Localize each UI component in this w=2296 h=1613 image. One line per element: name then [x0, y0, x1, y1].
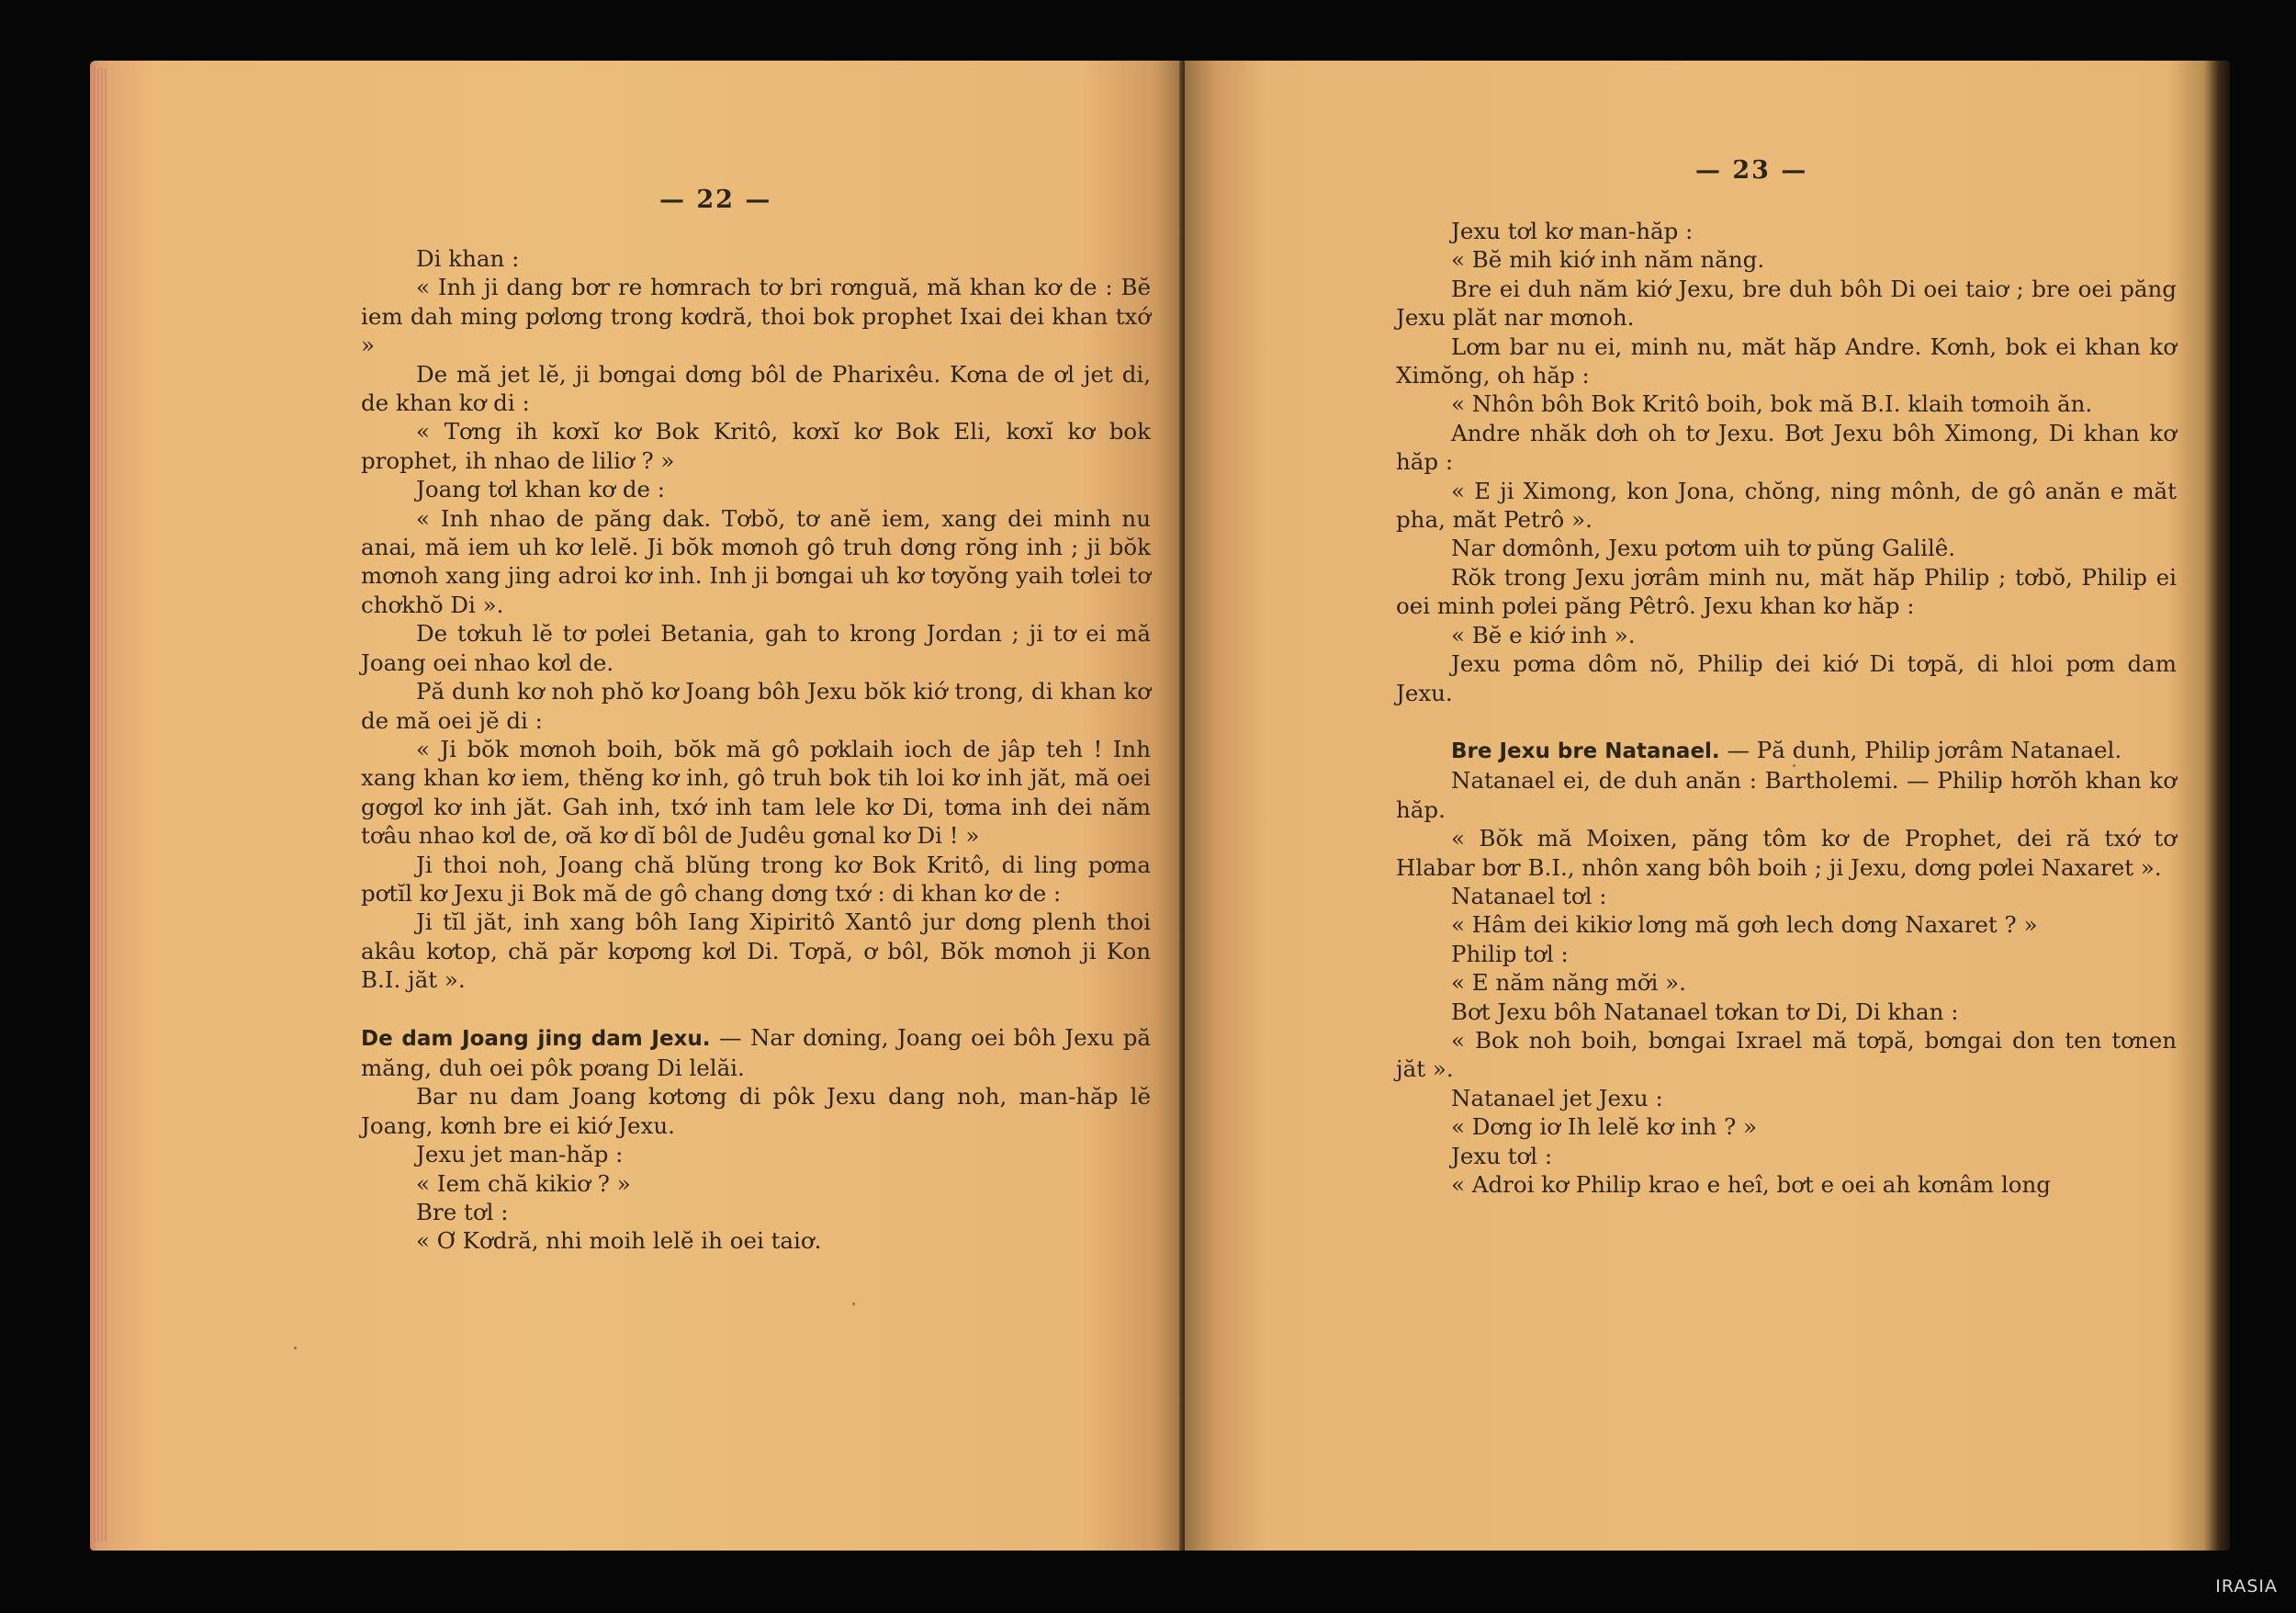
left-paragraph: « Iem chă kikiơ ? »: [416, 1169, 631, 1197]
right-paragraph: « Adroi kơ Philip krao e heî, bơt e oei ah kơnâm long: [1451, 1171, 2051, 1198]
right-paragraph: Natanael ei, de duh anăn : Bartholemi. — Philip hơrŏh khan kơ hăp.: [1396, 767, 2177, 823]
right-paragraph: « Hâm dei kikiơ lơng mă gơh lech dơng Naxaret ? »: [1451, 911, 2038, 939]
right-section-text: — Pă dunh, Philip jơrâm Natanael.: [1719, 736, 2122, 763]
left-paragraph: Joang tơl khan kơ de :: [416, 476, 666, 503]
left-paragraph: Bre tơl :: [416, 1199, 509, 1225]
watermark: IRASIA: [2215, 1576, 2278, 1596]
left-section: [361, 1023, 1151, 1083]
right-paragraph: Lơm bar nu ei, minh nu, măt hăp Andre. Kơnh, bok ei khan kơ Ximŏng, oh hăp :: [1396, 333, 2177, 389]
right-page-number: — 23 —: [1695, 156, 1808, 185]
right-paragraph: Philip tơl :: [1451, 940, 1569, 967]
left-paragraph: De mă jet lĕ, ji bơngai dơng bôl de Pharixêu. Kơna de ơl jet di, de khan kơ di :: [361, 360, 1151, 417]
right-paragraph: Natanael tơl :: [1451, 882, 1607, 909]
left-paragraph: Di khan :: [416, 245, 520, 272]
left-paragraph: De tơkuh lĕ tơ pơlei Betania, gah to krong Jordan ; ji tơ ei mă Joang oei nhao kơl de.: [361, 620, 1151, 676]
right-paragraph: « Bĕ e kiớ inh ».: [1451, 621, 1636, 649]
left-paragraph: Ji thoi noh, Joang chă blŭng trong kơ Bok Kritô, di ling pơma pơtĭl kơ Jexu ji Bok mă de gô chang dơng txớ : di khan kơ de :: [361, 851, 1151, 907]
right-paragraph: « Bŏk mă Moixen, păng tôm kơ de Prophet, dei ră txớ tơ Hlabar bơr B.I., nhôn xang bôh boih ; ji Jexu, dơng pơlei Naxaret ».: [1396, 825, 2177, 881]
right-paragraph: « E năm năng mơ̆i ».: [1451, 969, 1686, 997]
right-page: [1185, 61, 2230, 1551]
right-paragraph: Jexu tơl :: [1451, 1142, 1553, 1169]
left-section-heading: De dam Joang jing dam Jexu.: [361, 1026, 711, 1051]
left-paragraph: « Inh ji dang bơr re hơmrach tơ bri rơnguă, mă khan kơ de : Bĕ iem dah ming pơlơng trong kơdră, thoi bok prophet Ixai dei khan txớ »: [361, 274, 1151, 359]
right-paragraph: Bơt Jexu bôh Natanael tơkan tơ Di, Di khan :: [1451, 998, 1959, 1025]
right-section-heading: Bre Jexu bre Natanael.: [1451, 739, 1720, 763]
right-paragraph: « Dơng iơ Ih lelĕ kơ inh ? »: [1451, 1113, 1757, 1141]
left-page-number: — 22 —: [659, 186, 772, 214]
paper-speck: [1793, 764, 1795, 767]
right-paragraph: « Bok noh boih, bơngai Ixrael mă tơpă, bơngai don ten tơnen jăt ».: [1396, 1026, 2177, 1083]
right-paragraph: Natanael jet Jexu :: [1451, 1084, 1663, 1111]
right-paragraph: « Bĕ mih kiớ inh năm năng.: [1451, 246, 1765, 274]
right-section: [1396, 736, 2177, 766]
right-paragraph: Jexu pơma dôm nŏ, Philip dei kiớ Di tơpă, di hloi pơm dam Jexu.: [1396, 650, 2177, 706]
left-page-edges: [94, 68, 107, 1541]
right-paragraph: Bre ei duh năm kiớ Jexu, bre duh bôh Di oei taiơ ; bre oei păng Jexu plăt nar mơnoh.: [1396, 275, 2177, 332]
right-paragraph: Rŏk trong Jexu jơrâm minh nu, măt hăp Philip ; tơbŏ, Philip ei oei minh pơlei păng Pêtrô. Jexu khan kơ hăp :: [1396, 563, 2177, 620]
open-book: [90, 61, 2230, 1551]
left-section-text: — Nar dơning, Joang oei bôh Jexu pă măng, duh oei pôk pơang Di lelăi.: [361, 1023, 1151, 1081]
left-paragraph: « Ji bŏk mơnoh boih, bŏk mă gô pơklaih ioch de jâp teh ! Inh xang khan kơ iem, thĕng kơ inh, gô truh bok tih loi kơ inh jăt, mă oei gơgơl kơ inh jăt. Gah inh, txớ inh tam lele kơ Di, tơma inh dei năm tơâu nhao kơl de, ơă kơ dĭ bôl de Judêu gơnal kơ Di ! »: [361, 735, 1151, 850]
paper-speck: [294, 1347, 297, 1349]
left-page: [90, 61, 1183, 1551]
left-paragraph: « Inh nhao de păng dak. Tơbŏ, tơ anĕ iem, xang dei minh nu anai, mă iem uh kơ lelĕ. Ji bŏk mơnoh gô truh dơng rŏng inh ; ji bŏk mơnoh xang jing adroi kơ inh. Inh ji bơngai uh kơ tơyŏng yaih tơlei tơ chơkhŏ Di ».: [361, 504, 1151, 618]
right-paragraph: Andre nhăk dơh oh tơ Jexu. Bơt Jexu bôh Ximong, Di khan kơ hăp :: [1396, 419, 2177, 476]
paper-speck: [852, 1303, 855, 1305]
left-page-text: [361, 244, 1151, 1256]
left-paragraph: Jexu jet man-hăp :: [416, 1141, 624, 1168]
right-page-text: [1396, 217, 2177, 1199]
left-paragraph: Pă dunh kơ noh phŏ kơ Joang bôh Jexu bŏk kiớ trong, di khan kơ de mă oei jĕ di :: [361, 678, 1151, 734]
left-paragraph: « Ơ Kơdră, nhi moih lelĕ ih oei taiơ.: [416, 1227, 822, 1255]
left-paragraph: « Tơng ih kơxĭ kơ Bok Kritô, kơxĭ kơ Bok Eli, kơxĭ kơ bok prophet, ih nhao de liliơ ? »: [361, 418, 1151, 474]
left-paragraph: Bar nu dam Joang kơtơng di pôk Jexu dang noh, man-hăp lĕ Joang, kơnh bre ei kiớ Jexu.: [361, 1083, 1151, 1139]
left-paragraph: Ji tĭl jăt, inh xang bôh Iang Xipiritô Xantô jur dơng plenh thoi akâu kơtop, chă păr kơpơng kơl Di. Tơpă, ơ bôl, Bŏk mơnoh ji Kon B.I. jăt ».: [361, 908, 1151, 994]
right-paragraph: « E ji Ximong, kon Jona, chŏng, ning mônh, de gô anăn e măt pha, măt Petrô ».: [1396, 477, 2177, 534]
right-paragraph: « Nhôn bôh Bok Kritô boih, bok mă B.I. klaih tơmoih ăn.: [1451, 390, 2093, 418]
right-paragraph: Jexu tơl kơ man-hăp :: [1451, 218, 1694, 244]
right-paragraph: Nar dơmônh, Jexu pơtơm uih tơ pŭng Galilê.: [1451, 535, 1956, 562]
